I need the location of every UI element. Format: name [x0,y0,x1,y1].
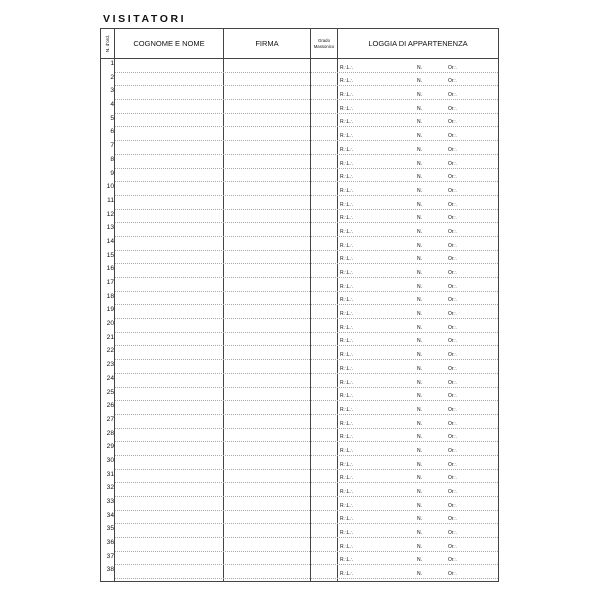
register-rows [101,59,498,579]
register-row [101,388,498,402]
row-number: 14 [106,237,114,245]
register-row [101,470,498,484]
lodge-r-label: R∴L∴ [340,516,353,523]
register-row [101,538,498,552]
lodge-r-label: R∴L∴ [340,270,353,276]
register-row [101,552,498,566]
register-row [101,415,498,429]
lodge-n-label: N. [417,105,422,112]
register-row [101,86,498,100]
lodge-or-label: Or∴ [448,379,457,386]
row-number: 35 [106,525,114,533]
lodge-or-label: Or∴ [448,242,457,249]
register-row [101,319,498,333]
lodge-fields [340,256,498,263]
header-number-label: N. d'ord. [105,34,110,53]
lodge-r-label: R∴L∴ [340,571,353,578]
lodge-fields [340,65,498,72]
lodge-fields [340,243,498,250]
header-signature: FIRMA [224,29,311,59]
row-number: 2 [110,73,114,81]
lodge-or-label: Or∴ [448,393,457,400]
register-row [101,114,498,128]
lodge-n-label: N. [417,475,422,482]
visitor-register-table [100,28,499,582]
lodge-fields [340,92,498,99]
register-row [101,346,498,360]
lodge-or-label: Or∴ [448,543,457,550]
row-number: 27 [106,415,114,423]
lodge-fields [340,188,498,195]
row-number: 25 [106,388,114,396]
lodge-n-label: N. [417,201,422,208]
lodge-n-label: N. [417,406,422,413]
row-number: 22 [106,347,114,355]
lodge-or-label: Or∴ [448,174,457,181]
lodge-n-label: N. [417,434,422,441]
lodge-r-label: R∴L∴ [340,393,353,400]
lodge-or-label: Or∴ [448,530,457,537]
row-number: 24 [106,374,114,382]
row-line [115,578,498,579]
lodge-or-label: Or∴ [448,146,457,153]
header-lodge: LOGGIA DI APPARTENENZA [338,29,498,59]
lodge-n-label: N. [417,270,422,276]
register-row [101,182,498,196]
lodge-n-label: N. [417,174,422,181]
lodge-r-label: R∴L∴ [340,530,353,537]
lodge-n-label: N. [417,461,422,468]
lodge-or-label: Or∴ [448,324,457,331]
row-number: 34 [106,511,114,519]
header-number [101,29,115,59]
lodge-fields [340,270,498,277]
lodge-n-label: N. [417,571,422,578]
row-number: 20 [106,320,114,328]
row-number: 18 [106,292,114,300]
lodge-r-label: R∴L∴ [340,119,353,126]
register-row [101,305,498,319]
register-row [101,374,498,388]
lodge-or-label: Or∴ [448,502,457,509]
lodge-or-label: Or∴ [448,270,457,276]
lodge-fields [340,571,498,578]
register-row [101,223,498,237]
lodge-r-label: R∴L∴ [340,557,353,564]
lodge-or-label: Or∴ [448,256,457,263]
row-number: 6 [110,128,114,136]
lodge-fields [340,119,498,126]
lodge-r-label: R∴L∴ [340,352,353,359]
lodge-fields [340,202,498,209]
row-number: 9 [110,169,114,177]
lodge-n-label: N. [417,215,422,222]
register-row [101,100,498,114]
lodge-n-label: N. [417,256,422,263]
lodge-fields [340,503,498,510]
lodge-n-label: N. [417,78,422,85]
lodge-r-label: R∴L∴ [340,338,353,345]
lodge-n-label: N. [417,187,422,194]
lodge-r-label: R∴L∴ [340,160,353,167]
lodge-n-label: N. [417,543,422,550]
row-number: 4 [110,101,114,109]
lodge-fields [340,421,498,428]
lodge-r-label: R∴L∴ [340,502,353,509]
page-title: VISITATORI [103,13,187,25]
lodge-fields [340,311,498,318]
lodge-or-label: Or∴ [448,406,457,413]
register-row [101,524,498,538]
lodge-or-label: Or∴ [448,133,457,140]
lodge-fields [340,516,498,523]
lodge-r-label: R∴L∴ [340,283,353,290]
lodge-or-label: Or∴ [448,201,457,208]
lodge-or-label: Or∴ [448,119,457,126]
row-number: 3 [110,87,114,95]
lodge-r-label: R∴L∴ [340,297,353,304]
register-row [101,59,498,73]
register-row [101,401,498,415]
lodge-r-label: R∴L∴ [340,146,353,153]
lodge-r-label: R∴L∴ [340,489,353,495]
lodge-fields [340,366,498,373]
lodge-n-label: N. [417,119,422,126]
header-grade [311,29,338,59]
lodge-or-label: Or∴ [448,516,457,523]
lodge-or-label: Or∴ [448,228,457,235]
register-row [101,73,498,87]
lodge-fields [340,106,498,113]
lodge-or-label: Or∴ [448,160,457,167]
row-number: 21 [106,333,114,341]
row-number: 15 [106,251,114,259]
register-row [101,196,498,210]
lodge-r-label: R∴L∴ [340,447,353,454]
lodge-fields [340,297,498,304]
row-number: 7 [110,142,114,150]
row-number: 1 [110,60,114,67]
row-number: 10 [106,183,114,191]
lodge-or-label: Or∴ [448,283,457,290]
lodge-or-label: Or∴ [448,434,457,441]
register-row [101,511,498,525]
lodge-fields [340,544,498,551]
lodge-n-label: N. [417,64,422,71]
register-row [101,565,498,579]
lodge-fields [340,133,498,140]
lodge-r-label: R∴L∴ [340,133,353,140]
row-number: 19 [106,306,114,314]
register-row [101,169,498,183]
lodge-fields [340,393,498,400]
register-row [101,264,498,278]
lodge-or-label: Or∴ [448,420,457,427]
row-number: 26 [106,402,114,410]
lodge-r-label: R∴L∴ [340,201,353,208]
lodge-r-label: R∴L∴ [340,434,353,441]
row-number: 17 [106,279,114,286]
lodge-fields [340,557,498,564]
row-number: 23 [106,361,114,369]
register-row [101,251,498,265]
header-grade-line1: Grado [318,37,330,43]
row-number: 5 [110,114,114,122]
register-row [101,127,498,141]
lodge-n-label: N. [417,420,422,427]
lodge-r-label: R∴L∴ [340,174,353,181]
lodge-n-label: N. [417,242,422,249]
lodge-or-label: Or∴ [448,92,457,99]
lodge-n-label: N. [417,92,422,99]
lodge-or-label: Or∴ [448,447,457,454]
lodge-r-label: R∴L∴ [340,461,353,468]
lodge-n-label: N. [417,516,422,523]
lodge-fields [340,434,498,441]
lodge-n-label: N. [417,146,422,153]
lodge-fields [340,448,498,455]
lodge-or-label: Or∴ [448,297,457,304]
lodge-r-label: R∴L∴ [340,256,353,263]
lodge-n-label: N. [417,160,422,167]
header-name: COGNOME E NOME [115,29,224,59]
register-row [101,483,498,497]
lodge-or-label: Or∴ [448,187,457,194]
row-number: 31 [106,470,114,478]
lodge-n-label: N. [417,365,422,372]
lodge-fields [340,147,498,154]
register-row [101,141,498,155]
lodge-n-label: N. [417,324,422,331]
lodge-n-label: N. [417,133,422,140]
lodge-fields [340,215,498,222]
lodge-n-label: N. [417,393,422,400]
lodge-fields [340,284,498,291]
row-number: 12 [106,210,114,218]
lodge-r-label: R∴L∴ [340,228,353,235]
lodge-r-label: R∴L∴ [340,420,353,427]
lodge-fields [340,462,498,469]
register-row [101,237,498,251]
lodge-r-label: R∴L∴ [340,365,353,372]
lodge-or-label: Or∴ [448,338,457,345]
row-number: 28 [106,429,114,437]
row-number: 32 [106,484,114,492]
row-number: 33 [106,498,114,505]
lodge-or-label: Or∴ [448,489,457,495]
lodge-fields [340,78,498,85]
lodge-n-label: N. [417,447,422,454]
lodge-r-label: R∴L∴ [340,92,353,99]
lodge-n-label: N. [417,530,422,537]
header-grade-line2: Massonico [313,43,335,49]
lodge-n-label: N. [417,502,422,509]
lodge-fields [340,407,498,414]
row-number: 16 [106,265,114,273]
register-row [101,497,498,511]
register-row [101,456,498,470]
row-number: 37 [106,552,114,560]
register-row [101,292,498,306]
lodge-r-label: R∴L∴ [340,105,353,112]
row-number: 38 [106,566,114,574]
lodge-fields [340,489,498,496]
lodge-fields [340,475,498,482]
register-row [101,442,498,456]
lodge-r-label: R∴L∴ [340,379,353,386]
lodge-r-label: R∴L∴ [340,406,353,413]
row-number: 13 [106,224,114,232]
lodge-fields [340,530,498,537]
lodge-or-label: Or∴ [448,365,457,372]
lodge-or-label: Or∴ [448,215,457,222]
lodge-r-label: R∴L∴ [340,475,353,482]
lodge-n-label: N. [417,338,422,345]
register-row [101,333,498,347]
lodge-or-label: Or∴ [448,571,457,578]
register-row [101,360,498,374]
lodge-or-label: Or∴ [448,461,457,468]
lodge-n-label: N. [417,297,422,304]
row-number: 11 [107,196,114,204]
lodge-r-label: R∴L∴ [340,543,353,550]
lodge-r-label: R∴L∴ [340,215,353,222]
lodge-n-label: N. [417,283,422,290]
lodge-or-label: Or∴ [448,311,457,318]
lodge-or-label: Or∴ [448,475,457,482]
lodge-n-label: N. [417,557,422,564]
row-number: 36 [106,539,114,547]
row-number: 30 [106,456,114,464]
register-row [101,278,498,292]
lodge-fields [340,380,498,387]
lodge-or-label: Or∴ [448,64,457,71]
lodge-r-label: R∴L∴ [340,64,353,71]
lodge-fields [340,174,498,181]
lodge-r-label: R∴L∴ [340,324,353,331]
lodge-r-label: R∴L∴ [340,187,353,194]
register-row [101,429,498,443]
lodge-or-label: Or∴ [448,105,457,112]
lodge-r-label: R∴L∴ [340,78,353,85]
lodge-or-label: Or∴ [448,557,457,564]
lodge-n-label: N. [417,489,422,495]
row-number: 29 [106,443,114,451]
lodge-or-label: Or∴ [448,78,457,85]
lodge-fields [340,352,498,359]
lodge-r-label: R∴L∴ [340,242,353,249]
lodge-r-label: R∴L∴ [340,311,353,318]
lodge-fields [340,338,498,345]
lodge-fields [340,325,498,332]
lodge-n-label: N. [417,228,422,235]
lodge-fields [340,161,498,168]
register-row [101,210,498,224]
register-row [101,155,498,169]
lodge-fields [340,229,498,236]
lodge-or-label: Or∴ [448,352,457,359]
row-number: 8 [110,155,114,163]
lodge-n-label: N. [417,311,422,318]
lodge-n-label: N. [417,352,422,359]
lodge-n-label: N. [417,379,422,386]
